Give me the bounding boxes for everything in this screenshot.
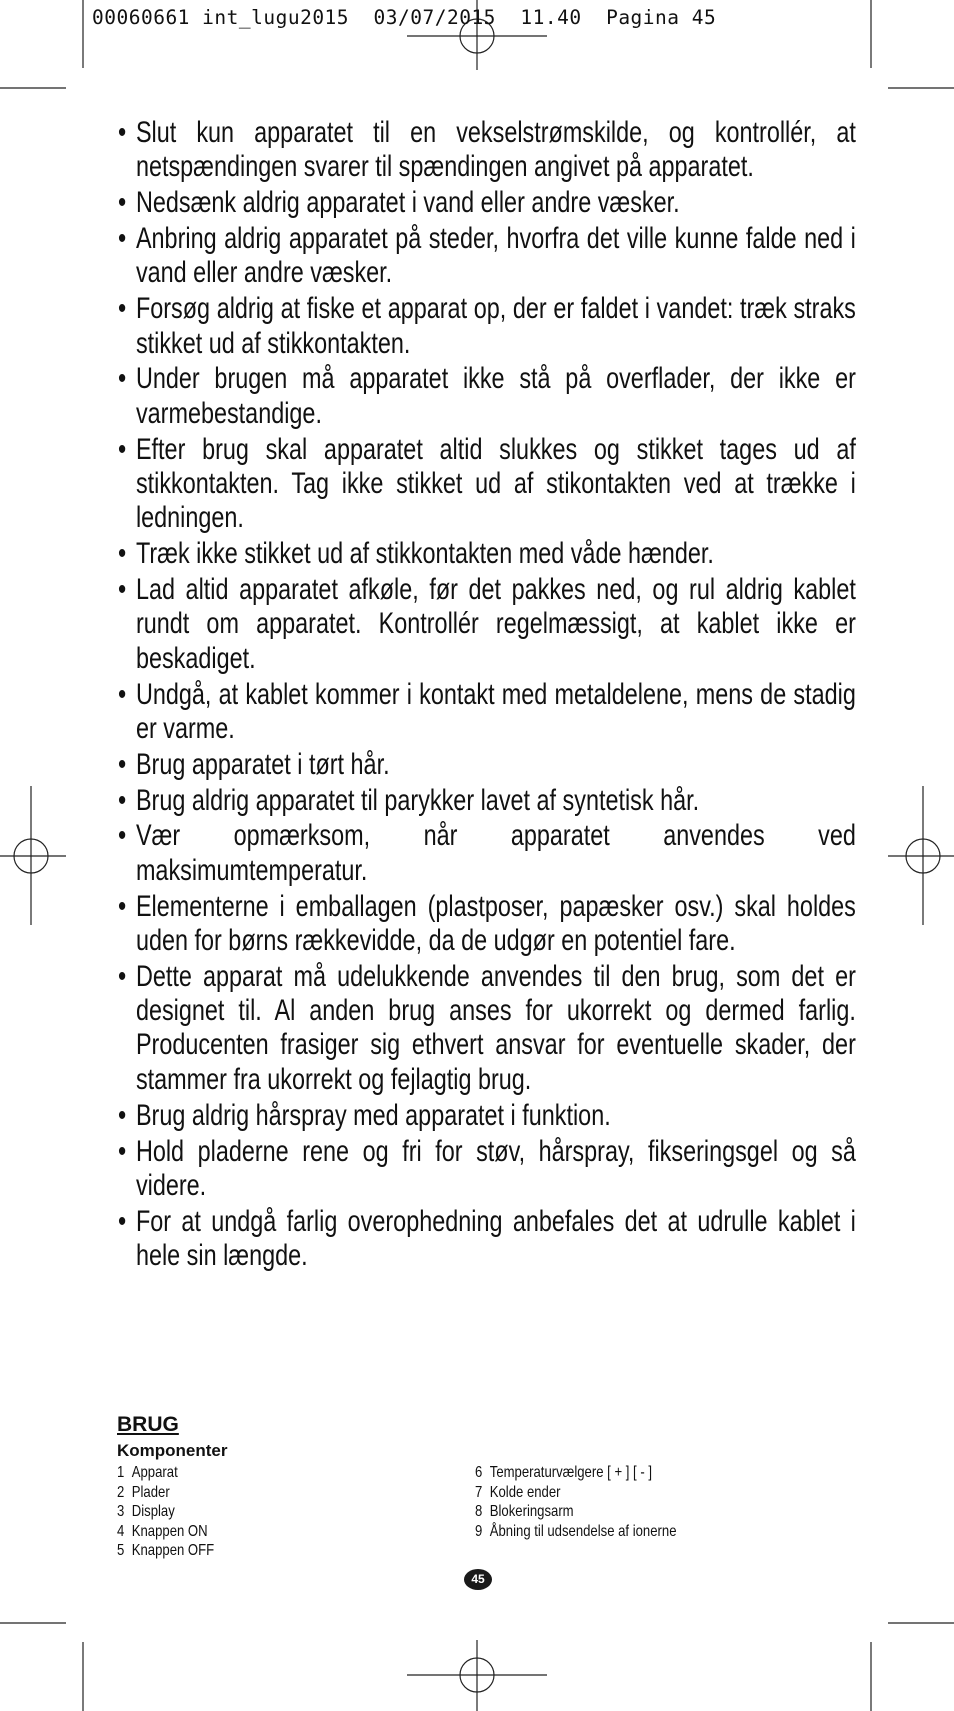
- list-item: • Vær opmærksom, når apparatet anvendes ved maksimumtemperatur.: [118, 819, 856, 888]
- list-item: • Efter brug skal apparatet altid slukkes og stikket tages ud af stikkontakten. Tag ikke stikket ud af stikontakten ved at trække i ledningen.: [118, 433, 856, 536]
- component-label: Apparat: [131, 1464, 178, 1481]
- component-number: 6: [475, 1464, 483, 1481]
- list-item: • Nedsænk aldrig apparatet i vand eller andre væsker.: [118, 186, 856, 220]
- component-label: Blokeringsarm: [489, 1503, 574, 1521]
- component-label: Kolde ender: [489, 1483, 561, 1501]
- component-number: 9: [475, 1522, 483, 1540]
- component-label: Åbning til udsendelse af ionerne: [489, 1522, 677, 1540]
- list-item: • Elementerne i emballagen (plastposer, papæsker osv.) skal holdes uden for børns rækkevidde, da de udgør en potentiel fare.: [118, 890, 856, 959]
- list-item: • Brug aldrig hårspray med apparatet i funktion.: [118, 1099, 856, 1133]
- component-item: [117, 1463, 214, 1483]
- component-item: [475, 1463, 676, 1483]
- component-number: 1: [117, 1464, 125, 1481]
- list-item: • Brug apparatet i tørt hår.: [118, 748, 856, 782]
- component-item: [117, 1541, 214, 1561]
- section-heading: BRUG: [117, 1413, 179, 1436]
- list-item: • Brug aldrig apparatet til parykker lavet af syntetisk hår.: [118, 784, 856, 818]
- component-number: 8: [475, 1503, 483, 1521]
- component-label: Display: [131, 1503, 175, 1521]
- component-label: Plader: [131, 1483, 170, 1501]
- page-number-badge: 45: [464, 1569, 492, 1590]
- component-item: [475, 1483, 676, 1503]
- list-item: • Anbring aldrig apparatet på steder, hvorfra det ville kunne falde ned i vand eller andre væsker.: [118, 222, 856, 291]
- list-item: • Hold pladerne rene og fri for støv, hårspray, fikseringsgel og så videre.: [118, 1135, 856, 1204]
- list-item: • Dette apparat må udelukkende anvendes til den brug, som det er designet til. Al anden brug anses for ukorrekt og dermed farlig. Producenten frasiger sig ethvert ansvar for eventuelle skader, der stammer fra ukorrekt og fejlagtig brug.: [118, 960, 856, 1097]
- print-slug-header: 00060661 int_lugu2015 03/07/2015 11.40 Pagina 45: [92, 6, 717, 29]
- list-item: • Forsøg aldrig at fiske et apparat op, der er faldet i vandet: træk straks stikket ud af stikkontakten.: [118, 292, 856, 361]
- list-item: • Lad altid apparatet afkøle, før det pakkes ned, og rul aldrig kablet rundt om apparatet. Kontrollér regelmæssigt, at kablet ikke er beskadiget.: [118, 573, 856, 676]
- component-item: [475, 1502, 676, 1522]
- safety-instructions-list: [118, 116, 856, 1275]
- component-number: 3: [117, 1503, 125, 1521]
- list-item: • For at undgå farlig overophedning anbefales det at udrulle kablet i hele sin længde.: [118, 1205, 856, 1274]
- component-number: 7: [475, 1483, 483, 1501]
- component-label: Temperaturvælgere [ + ] [ - ]: [489, 1464, 653, 1481]
- component-number: 5: [117, 1542, 125, 1560]
- component-label: Knappen ON: [131, 1522, 208, 1540]
- component-number: 4: [117, 1522, 125, 1540]
- component-item: [475, 1522, 676, 1542]
- list-item: • Under brugen må apparatet ikke stå på overflader, der ikke er varmebestandige.: [118, 362, 856, 431]
- usage-section: [117, 1413, 228, 1461]
- components-list-right: [475, 1463, 721, 1541]
- list-item: • Slut kun apparatet til en vekselstrømskilde, og kontrollér, at netspændingen svarer til spændingen angivet på apparatet.: [118, 116, 856, 185]
- component-label: Knappen OFF: [131, 1542, 215, 1560]
- component-item: [117, 1522, 214, 1542]
- list-item: • Undgå, at kablet kommer i kontakt med metaldelene, mens de stadig er varme.: [118, 678, 856, 747]
- component-item: [117, 1483, 214, 1503]
- components-list-left: [117, 1463, 236, 1561]
- component-number: 2: [117, 1483, 125, 1501]
- list-item: • Træk ikke stikket ud af stikkontakten med våde hænder.: [118, 537, 856, 571]
- component-item: [117, 1502, 214, 1522]
- components-heading: Komponenter: [117, 1441, 228, 1460]
